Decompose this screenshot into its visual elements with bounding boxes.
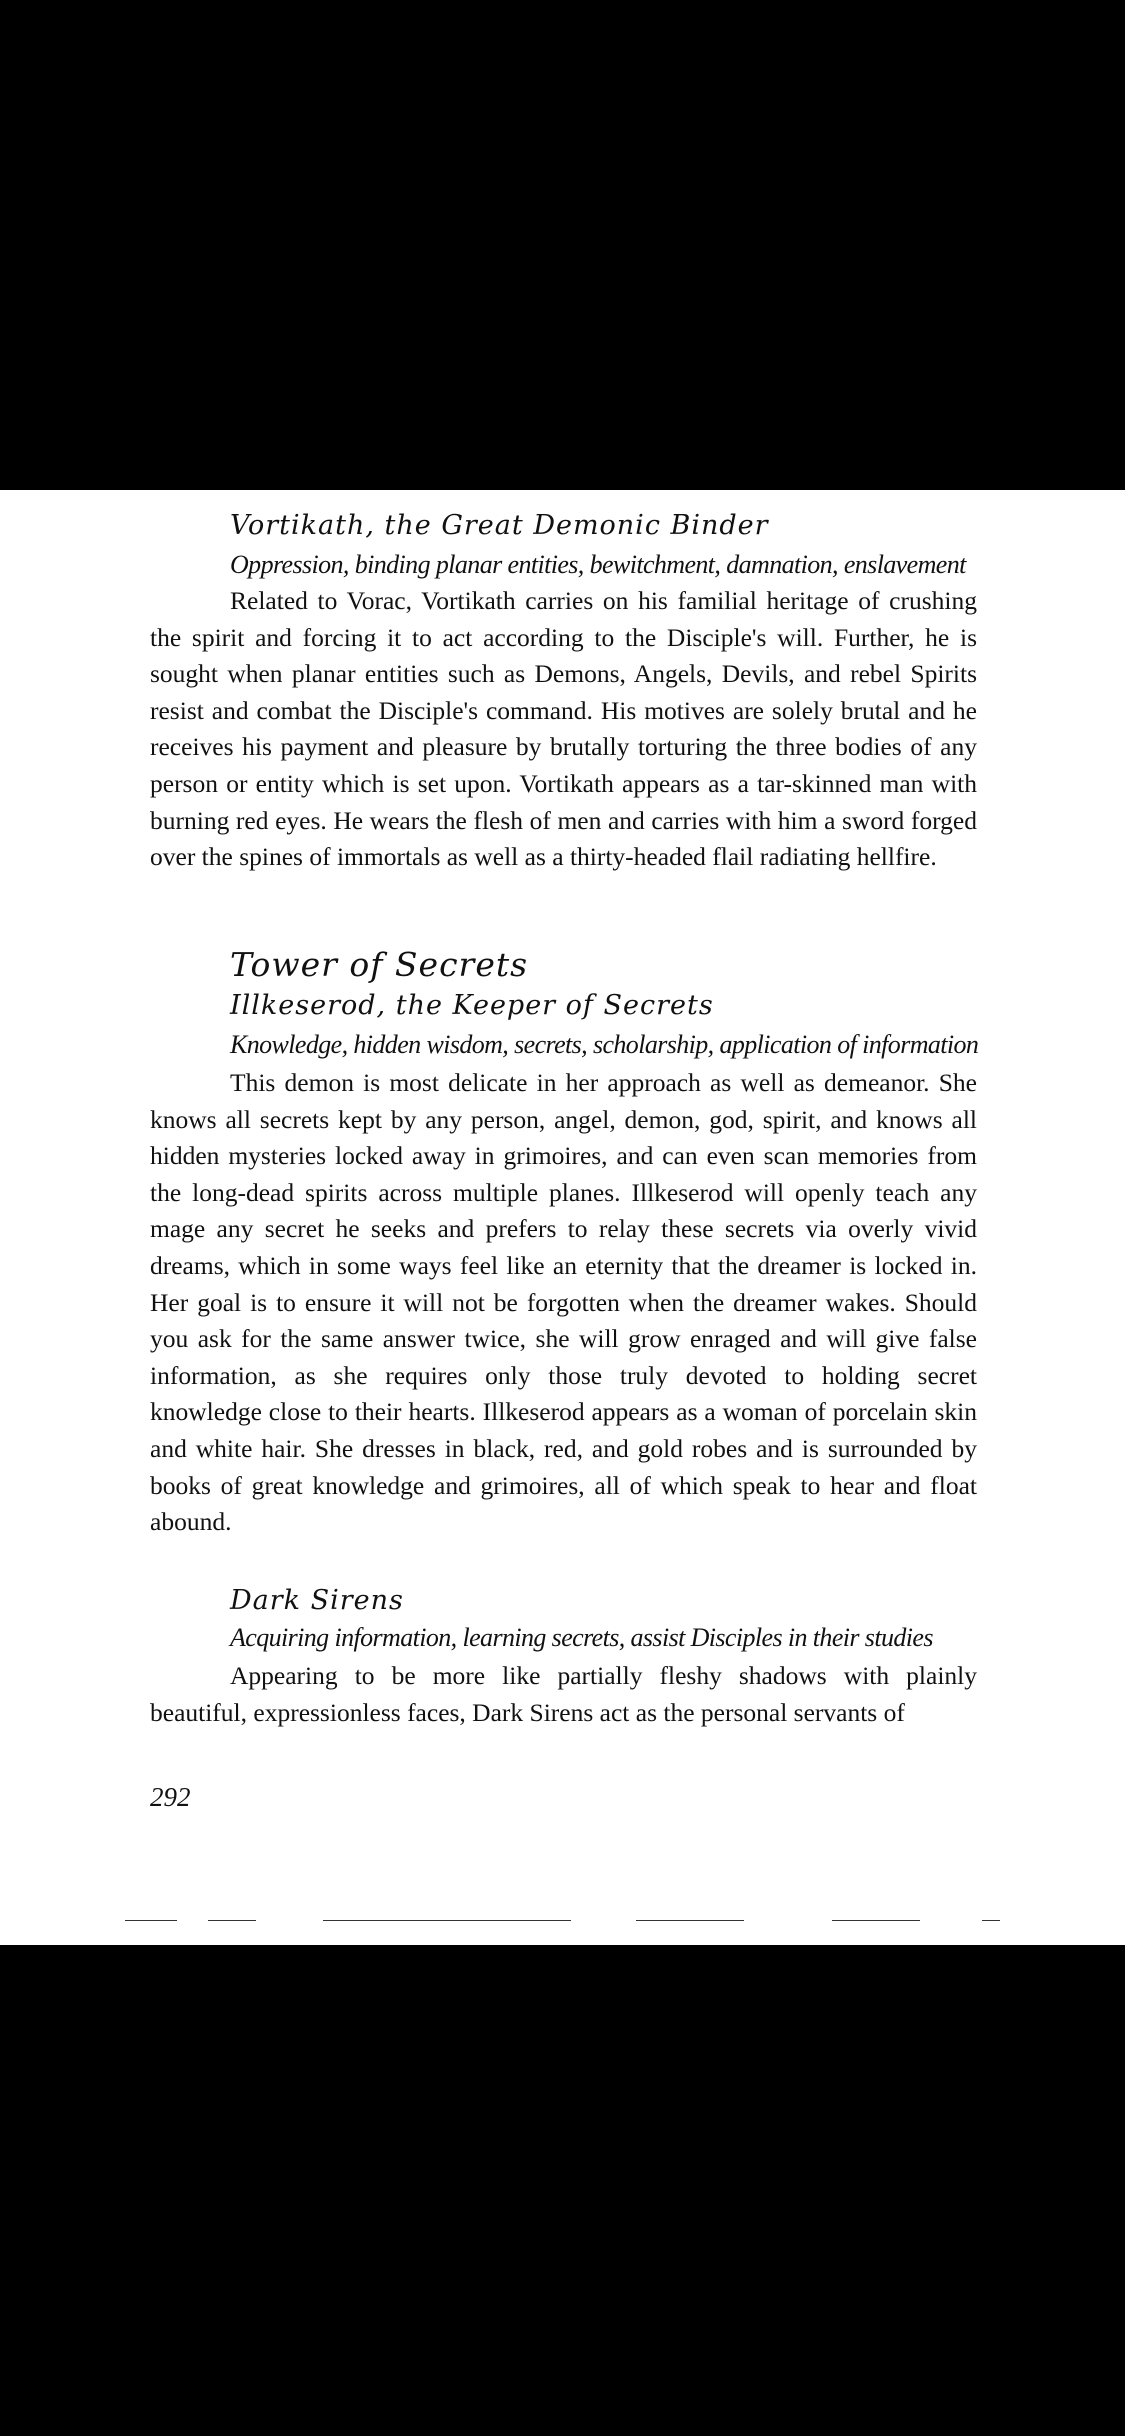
scan-artifact-line [636, 1920, 744, 1921]
scan-artifact-line [982, 1920, 1000, 1921]
illkeserod-title: Illkeserod, the Keeper of Secrets [230, 990, 714, 1021]
page-number: 292 [150, 1782, 191, 1812]
vortikath-description: Related to Vorac, Vortikath carries on his familial heritage of crushing the spirit and forcing it to act according to the Disciple's will. Further, he is sought when planar entities such as Demons, Angels, Devils, and rebel Spirits resist and combat the Disciple's command. His motives are solely brutal and he receives his payment and pleasure by brutally torturing the three bodies of any person or entity which is set upon. Vortikath appears as a tar-skinned man with burning red eyes. He wears the flesh of men and carries with him a sword forged over the spines of immortals as well as a thirty-headed flail radiating hellfire. [150, 586, 977, 872]
illkeserod-domains: Knowledge, hidden wisdom, secrets, scholarship, application of information [230, 1030, 979, 1059]
scan-artifact-line [323, 1920, 571, 1921]
vortikath-domains: Oppression, binding planar entities, bewitchment, damnation, enslavement [230, 550, 966, 579]
dark-sirens-description: Appearing to be more like partially fleshy shadows with plainly beautiful, expressionless faces, Dark Sirens act as the personal servants of [150, 1661, 977, 1727]
scan-artifact-line [208, 1920, 256, 1921]
scan-artifact-line [832, 1920, 920, 1921]
vortikath-title: Vortikath, the Great Demonic Binder [230, 510, 769, 541]
tower-heading: Tower of Secrets [230, 945, 529, 984]
scan-artifact-line [125, 1920, 177, 1921]
dark-sirens-title: Dark Sirens [230, 1585, 404, 1616]
dark-sirens-domains: Acquiring information, learning secrets, assist Disciples in their studies [230, 1623, 933, 1652]
book-page [0, 490, 1125, 1945]
illkeserod-description: This demon is most delicate in her approach as well as demeanor. She knows all secrets kept by any person, angel, demon, god, spirit, and knows all hidden mysteries locked away in grimoires, and can even scan memories from the long-dead spirits across multiple planes. Illkeserod will openly teach any mage any secret he seeks and prefers to relay these secrets via overly vivid dreams, which in some ways feel like an eternity that the dreamer is locked in. Her goal is to ensure it will not be forgotten when the dreamer wakes. Should you ask for the same answer twice, she will grow enraged and will give false information, as she requires only those truly devoted to holding secret knowledge close to their hearts. Illkeserod appears as a woman of porcelain skin and white hair. She dresses in black, red, and gold robes and is surrounded by books of great knowledge and grimoires, all of which speak to hear and float abound. [150, 1068, 977, 1537]
